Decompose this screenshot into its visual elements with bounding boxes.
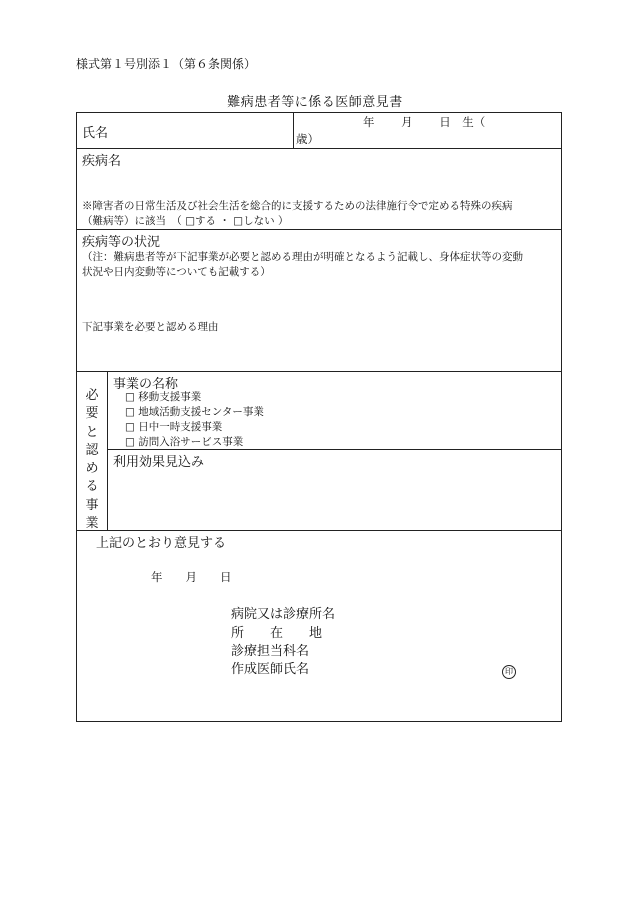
column-divider [107, 371, 108, 530]
side-char: と [85, 424, 99, 440]
seal-icon: 印 [502, 665, 516, 679]
row-divider [77, 148, 561, 149]
name-label: 氏名 [82, 126, 109, 141]
side-char: 必 [85, 388, 99, 403]
row-divider [77, 530, 561, 531]
condition-note: （注：難病患者等が下記事業が必要と認める理由が明確となるよう記載し、身体症状等の変動 [82, 251, 523, 263]
side-char: 認 [85, 442, 99, 458]
service-checkbox-item[interactable]: □ 訪問入浴サービス事業 [125, 436, 244, 448]
service-checkbox-item[interactable]: □ 日中一時支援事業 [125, 421, 223, 433]
side-char: 要 [85, 406, 99, 422]
condition-label: 疾病等の状況 [82, 235, 161, 250]
disease-name-label: 疾病名 [82, 154, 122, 169]
form-reference: 様式第１号別添１（第６条関係） [76, 57, 257, 71]
side-char: め [85, 461, 99, 477]
special-disease-checkbox-line: （難病等）に該当 （ □する ・ □しない ） [82, 215, 289, 227]
condition-note-cont: 状況や日内変動等についても記載する） [82, 266, 271, 278]
service-name-label: 事業の名称 [113, 377, 179, 392]
service-list [125, 390, 264, 450]
opinion-date: 年 月 日 [151, 570, 232, 584]
service-checkbox-item[interactable]: □ 地域活動支援センター事業 [125, 406, 264, 418]
special-disease-note: ※障害者の日常生活及び社会生活を総合的に支援するための法律施行令で定める特殊の疾病 [82, 200, 513, 212]
seal-mark [502, 659, 516, 679]
doctor-name-label: 作成医師氏名 [231, 662, 310, 677]
reason-label: 下記事業を必要と認める理由 [82, 321, 219, 333]
service-checkbox-item[interactable]: □ 移動支援事業 [125, 391, 202, 403]
age-field: 歳） [296, 132, 319, 146]
opinion-statement: 上記のとおり意見する [96, 536, 227, 551]
document-title: 難病患者等に係る医師意見書 [227, 95, 403, 110]
expected-effect-label: 利用効果見込み [113, 455, 205, 470]
row-divider [77, 371, 561, 372]
side-char: る [85, 479, 99, 495]
opinion-form-table [76, 112, 562, 722]
hospital-name-label: 病院又は診療所名 [231, 607, 336, 622]
department-label: 診療担当科名 [231, 644, 310, 659]
side-char: 業 [85, 516, 99, 532]
side-char: 事 [85, 497, 99, 513]
column-divider [293, 113, 294, 148]
required-services-side-label [79, 387, 105, 533]
birthdate-field: 年 月 日 生（ [363, 115, 486, 129]
address-label: 所 在 地 [231, 626, 323, 641]
row-divider [77, 229, 561, 230]
